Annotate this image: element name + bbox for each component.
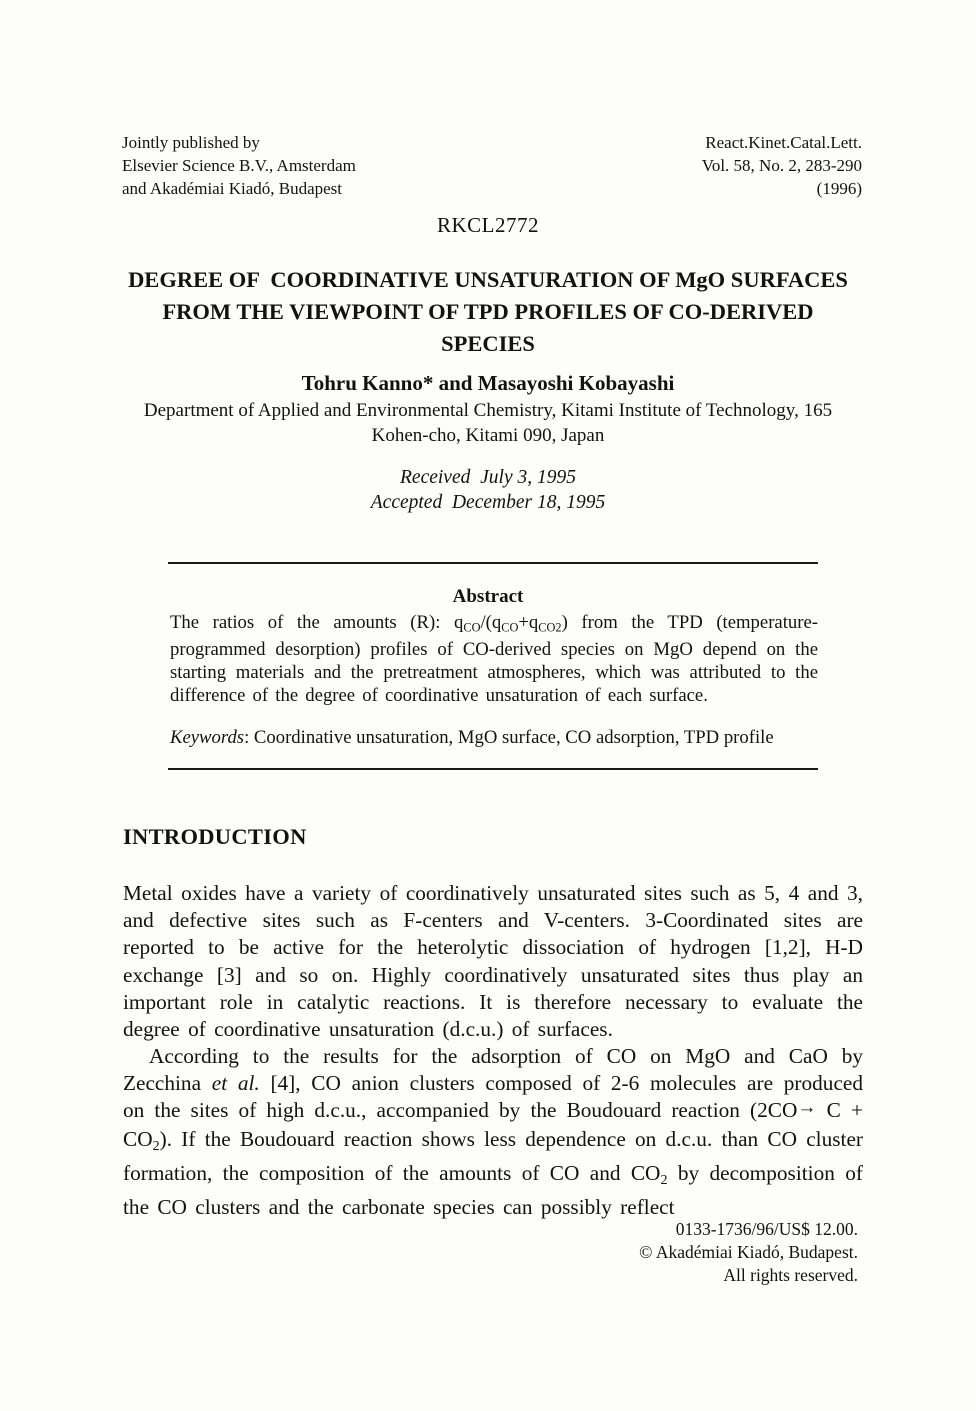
copyright-line: © Akadémiai Kiadó, Budapest. (639, 1242, 858, 1262)
journal-volume: Vol. 58, No. 2, 283-290 (701, 156, 862, 175)
horizontal-rule (168, 768, 818, 770)
subscript: 2 (152, 1137, 160, 1154)
rights-line: All rights reserved. (723, 1265, 858, 1285)
journal-citation (702, 131, 862, 200)
copyright-block (639, 1218, 858, 1287)
horizontal-rule (168, 562, 818, 564)
article-title (0, 264, 976, 360)
affiliation-line: Department of Applied and Environmental Chemistry, Kitami Institute of Technology, 165 (143, 400, 833, 421)
subscript: CO2 (538, 620, 562, 635)
subscript: CO (501, 620, 519, 635)
issn-price-line: 0133-1736/96/US$ 12.00. (675, 1219, 858, 1239)
title-line: DEGREE OF COORDINATIVE UNSATURATION OF MgO SURFACES (128, 267, 848, 292)
affiliation (0, 398, 976, 448)
article-code: RKCL2772 (436, 213, 539, 237)
publisher-info (122, 131, 356, 200)
keywords (170, 727, 818, 749)
paragraph-segment: [4], CO anion clusters composed of 2-6 molecules are produced on the sites of high d.c.u., accompanied by the Boudouard reaction (2CO (123, 1071, 864, 1123)
paragraph-segment: According to the results for the adsorption of CO on MgO and CaO by Zecchina (123, 1044, 863, 1096)
keywords-label: Keywords (170, 727, 245, 748)
paragraph-segment: ). If the Boudouard reaction shows less dependence on d.c.u. than CO cluster formation, the composition of the amounts of CO and CO (123, 1126, 863, 1185)
affiliation-line: Kohen-cho, Kitami 090, Japan (371, 425, 605, 446)
subscript: CO (463, 620, 481, 635)
received-date: Received July 3, 1995 (400, 467, 576, 488)
dates-block (0, 466, 976, 515)
reaction-arrow: → (797, 1097, 817, 1119)
journal-year: (1996) (816, 179, 862, 198)
title-line: SPECIES (441, 331, 535, 356)
journal-name: React.Kinet.Catal.Lett. (705, 133, 862, 152)
paragraph-segment: C + CO (123, 1098, 863, 1151)
authors: Tohru Kanno* and Masayoshi Kobayashi (301, 371, 675, 395)
introduction-paragraph-1: Metal oxides have a variety of coordinatively unsaturated sites such as 5, 4 and 3, and defective sites such as F-centers and V-centers. 3-Coordinated sites are reported to be active for the heterolytic dissociation of hydrogen [1,2], H-D exchange [3] and so on. Highly coordinatively unsaturated sites thus play an important role in catalytic reactions. It is therefore necessary to evaluate the degree of coordinative unsaturation (d.c.u.) of surfaces. (123, 881, 863, 1042)
introduction-paragraph-2 (123, 1043, 863, 1221)
abstract-segment: The ratios of the amounts (R): q (170, 612, 464, 633)
paragraph-segment: by decomposition of the CO clusters and the carbonate species can possibly reflect (123, 1160, 863, 1219)
section-heading-introduction: INTRODUCTION (123, 824, 307, 849)
abstract-segment: /(q (480, 612, 502, 633)
publisher-line: and Akadémiai Kiadó, Budapest (122, 179, 343, 198)
abstract-segment: +q (518, 612, 539, 633)
et-al-italic: et al. (211, 1071, 260, 1096)
abstract-segment: ) from the TPD (temperature-programmed desorption) profiles of CO-derived species on MgO depend on the starting materials and the pretreatment atmospheres, which was attributed to the difference of the degree of coordinative unsaturation of each surface. (170, 612, 818, 706)
subscript: 2 (660, 1171, 668, 1188)
abstract-text (170, 612, 818, 708)
abstract-heading: Abstract (452, 586, 524, 607)
publisher-line: Elsevier Science B.V., Amsterdam (122, 156, 356, 175)
title-line: FROM THE VIEWPOINT OF TPD PROFILES OF CO-DERIVED (162, 299, 814, 324)
accepted-date: Accepted December 18, 1995 (370, 491, 606, 513)
keywords-text: : Coordinative unsaturation, MgO surface, CO adsorption, TPD profile (244, 727, 774, 748)
publisher-line: Jointly published by (122, 133, 260, 152)
